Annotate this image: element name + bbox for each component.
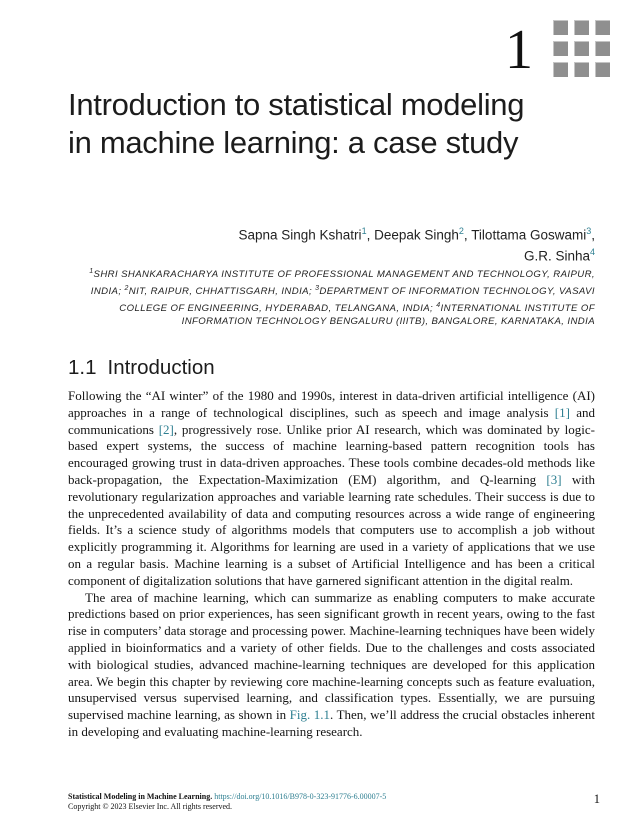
citation-link[interactable]: [1]	[554, 404, 570, 420]
author-list	[68, 223, 595, 265]
citation-link[interactable]: Fig. 1.1	[289, 707, 331, 723]
chapter-title	[68, 86, 600, 162]
footer-line-doi	[68, 792, 386, 802]
section-number: 1.1	[68, 356, 97, 379]
author-affiliation-superscript: 4	[589, 247, 595, 257]
chapter-number: 1	[505, 19, 533, 81]
grid-3x3-icon	[553, 20, 610, 77]
section-title: Introduction	[107, 356, 215, 379]
affiliations: $^1$SHRI SHANKARACHARYA INSTITUTE OF PROFESSIONAL MANAGEMENT AND TECHNOLOGY, RAIPUR, INDIA; $^2$NIT, RAIPUR, CHHATTISGARH, INDIA; $^3$DEPARTMENT OF INFORMATION TECHNOLOGY, VASAVI COLLEGE OF ENGINEERING, HYDERABAD, TELANGANA, INDIA; $^4$INTERNATIONAL INSTITUTE OF INFORMATION TECHNOLOGY BENGALURU (IIITB), BANGALORE, KARNATAKA, INDIA	[89, 268, 595, 328]
author-name: Deepak Singh	[374, 227, 459, 243]
author-line	[68, 244, 595, 265]
citation-link[interactable]: [3]	[546, 471, 562, 487]
chapter-title-line2: in machine learning: a case study	[68, 125, 519, 160]
paragraph: The area of machine learning, which can summarize as enabling computers to make accurate predictions based on prior experiences, has seen significant growth in recent years, owing to the fast rise in computers’ data storage and processing power. Machine-learning techniques have been widely applied in bioinformatics and a variety of other fields. Due to the challenges and costs associated with biological studies, advanced machine-learning techniques are developed for this application area. We begin this chapter by reviewing core machine-learning concepts such as feature evaluation, unsupervised versus supervised learning, and classification types. Essentially, we are pursuing supervised machine learning, as shown in Fig. 1.1. Then, we’ll address the crucial obstacles inherent in developing and evaluating machine-learning research.	[68, 589, 595, 739]
citation-link[interactable]: [2]	[158, 421, 174, 437]
affiliation-superscript: 1	[89, 268, 94, 275]
author-name: G.R. Sinha	[523, 248, 590, 264]
body-text	[68, 388, 595, 741]
footer-imprint	[68, 792, 386, 812]
copyright-notice: Copyright © 2023 Elsevier Inc. All rights reserved.	[68, 802, 233, 811]
chapter-header	[505, 19, 610, 81]
affiliation-superscript: 4	[436, 301, 441, 309]
doi-link[interactable]: https://doi.org/10.1016/B978-0-323-91776-6.00007-5	[214, 792, 387, 801]
footer-book-title: Statistical Modeling in Machine Learning.	[68, 792, 213, 801]
author-line: Sapna Singh Kshatri$^1$, Deepak Singh$^2$, Tilottama Goswami$^3$,	[238, 226, 595, 243]
affiliation-superscript: 2	[124, 284, 129, 292]
author-affiliation-superscript: 1	[361, 226, 367, 236]
author-name: Tilottama Goswami	[471, 227, 587, 243]
section-heading	[68, 356, 215, 380]
paragraph: Following the “AI winter” of the 1980 and 1990s, interest in data-driven artificial intelligence (AI) approaches in a range of technological disciplines, such as speech and image analysis [1] and communications [2], progressively rose. Unlike prior AI research, which was dominated by logic-based expert systems, the success of machine learning-based pattern recognition tools has encouraged growing trust in data-driven approaches. These tools combine decades-old methods like back-propagation, the Expectation-Maximization (EM) algorithm, and Q-learning [3] with revolutionary regularization approaches and variable learning rate schedules. Their success is due to the unprecedented availability of data and computing resources across a wide range of engineering fields. It’s a science study of algorithms models that computers use to accomplish a job without explicitly programming it. Algorithms for learning are used in a variety of applications that we use on a regular basis. Machine learning is a subset of Artificial Intelligence and has been a critical component of digitalization solutions that have garnered significant attention in the digital realm.	[68, 388, 596, 588]
page-footer	[68, 792, 600, 812]
author-affiliation-superscript: 2	[458, 226, 464, 236]
page-number: 1	[593, 792, 600, 806]
affiliation-superscript: 3	[315, 284, 320, 292]
chapter-title-line1: Introduction to statistical modeling	[68, 87, 525, 122]
author-affiliation-superscript: 3	[586, 226, 592, 236]
author-name: Sapna Singh Kshatri	[238, 227, 362, 243]
